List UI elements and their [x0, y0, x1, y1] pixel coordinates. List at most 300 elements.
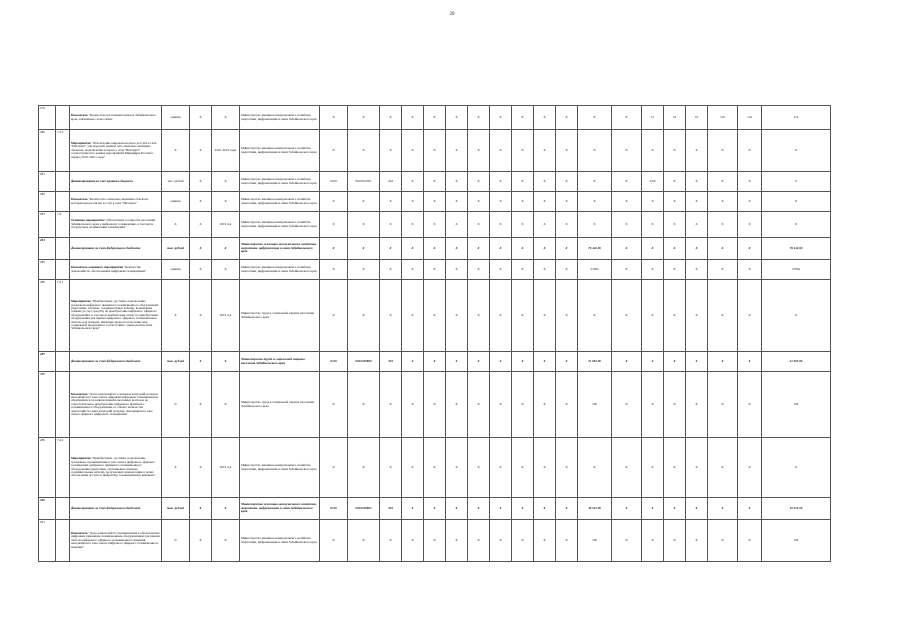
table-row — [39, 106, 831, 130]
value-cell: Х — [708, 520, 738, 562]
value-cell: Х — [402, 212, 424, 238]
page-number: 20 — [449, 12, 455, 17]
unit-cell: единиц — [162, 106, 190, 130]
value-cell: Х — [468, 372, 490, 438]
value-cell: Х — [424, 130, 446, 172]
value-cell: 0 — [762, 172, 831, 192]
value-cell: 76 442,00 — [762, 238, 831, 260]
value-cell: Х — [738, 352, 762, 372]
value-cell: Х — [320, 260, 348, 280]
period-start-cell: Х — [190, 372, 212, 438]
value-cell: Х — [402, 130, 424, 172]
unit-cell: тыс. рублей — [162, 498, 190, 520]
item-kind: Мероприятие — [71, 141, 91, 146]
item-description — [70, 498, 162, 520]
value-cell: Х — [664, 192, 686, 212]
item-kind: Показатель основного мероприятия — [71, 265, 124, 270]
value-cell: Х — [446, 212, 468, 238]
value-cell: Х — [490, 352, 512, 372]
value-cell: Х — [556, 498, 578, 520]
value-cell: Х — [512, 438, 534, 498]
value-cell: Х — [402, 438, 424, 498]
value-cell: Х — [446, 130, 468, 172]
row-number: 284 — [39, 238, 56, 260]
value-cell: Х — [534, 172, 556, 192]
value-cell: Х — [348, 372, 380, 438]
value-cell: Х — [490, 238, 512, 260]
table-row — [39, 212, 831, 238]
item-text: "Обеспечение широкополосного доступа к сети "Интернет" для передачи данных для социально значимых объектов, подключение которых к сети "Интернет" осуществляется в рамках мероприятий Минцифры России в период 2019–2021 годов" — [71, 141, 157, 159]
value-cell: 244 — [380, 172, 402, 192]
value-cell: Х — [402, 172, 424, 192]
value-cell: Х — [424, 172, 446, 192]
item-text: "Количество домохозяйств, обеспеченных цифровым телевидением" — [71, 265, 147, 273]
value-cell: Х — [686, 172, 708, 192]
value-cell: Х — [612, 192, 642, 212]
value-cell: Х — [380, 212, 402, 238]
value-cell: Х — [642, 238, 664, 260]
value-cell: Х — [556, 352, 578, 372]
row-number: 289 — [39, 438, 56, 498]
value-cell: Х — [402, 520, 424, 562]
value-cell: 0419 — [320, 498, 348, 520]
value-cell: Х — [320, 372, 348, 438]
item-kind: Основное мероприятие — [71, 218, 105, 223]
period-cell: Х — [212, 172, 240, 192]
value-cell: Х — [708, 130, 738, 172]
value-cell: Х — [380, 106, 402, 130]
value-cell: Х — [490, 280, 512, 352]
value-cell: 116 — [708, 106, 738, 130]
value-cell: Х — [556, 172, 578, 192]
value-cell: Х — [512, 238, 534, 260]
value-cell: Х — [320, 192, 348, 212]
value-cell: Х — [468, 106, 490, 130]
value-cell: Х — [686, 260, 708, 280]
value-cell: Х — [612, 172, 642, 192]
row-number: 291 — [39, 520, 56, 562]
value-cell: Х — [738, 438, 762, 498]
value-cell: Х — [490, 130, 512, 172]
value-cell: Х — [512, 520, 534, 562]
value-cell: Х — [686, 498, 708, 520]
value-cell: Х — [380, 130, 402, 172]
item-code — [56, 106, 70, 130]
value-cell: Х — [468, 438, 490, 498]
value-cell: Х — [686, 280, 708, 352]
value-cell: Х — [348, 438, 380, 498]
value-cell: Х — [512, 106, 534, 130]
item-description — [70, 352, 162, 372]
value-cell: 0419 — [320, 352, 348, 372]
value-cell: Х — [380, 192, 402, 212]
value-cell: Х — [612, 352, 642, 372]
period-cell: 2022–2023 годы — [212, 130, 240, 172]
item-description — [70, 438, 162, 498]
value-cell: Х — [468, 192, 490, 212]
value-cell: Х — [664, 438, 686, 498]
value-cell: Х — [320, 438, 348, 498]
value-cell: Х — [468, 130, 490, 172]
item-description — [70, 280, 162, 352]
ministry-cell: Министерство жилищно-коммунального хозяйства, энергетики, цифровизации и связи Забайкальского края — [240, 130, 320, 172]
value-cell: Х — [380, 438, 402, 498]
ministry-cell: Министерство жилищно-коммунального хозяйства, энергетики, цифровизации и связи Забайкальского края — [240, 106, 320, 130]
value-cell: Х — [424, 192, 446, 212]
table-row — [39, 130, 831, 172]
value-cell: 27004 — [762, 260, 831, 280]
value-cell: Х — [642, 260, 664, 280]
value-cell: Х — [446, 260, 468, 280]
item-code — [56, 260, 70, 280]
value-cell: Х — [738, 372, 762, 438]
value-cell: Х — [446, 172, 468, 192]
value-cell: Х — [578, 280, 612, 352]
value-cell: Х — [642, 372, 664, 438]
value-cell: 100 — [762, 520, 831, 562]
ministry-cell: Министерство жилищно-коммунального хозяйства, энергетики, цифровизации и связи Забайкальского края — [240, 212, 320, 238]
value-cell: Х — [664, 352, 686, 372]
item-text: "Количество социально значимых объектов, которым предоставлен доступ к сети "Интернет" — [71, 197, 149, 205]
value-cell: 0610450892 — [348, 498, 380, 520]
value-cell: Х — [534, 130, 556, 172]
value-cell: Х — [642, 212, 664, 238]
unit-cell: % — [162, 520, 190, 562]
table-row — [39, 172, 831, 192]
value-cell: Х — [738, 260, 762, 280]
value-cell: Х — [446, 438, 468, 498]
value-cell: 21 967,00 — [762, 352, 831, 372]
value-cell: Х — [686, 192, 708, 212]
value-cell: Х — [534, 238, 556, 260]
value-cell: Х — [446, 372, 468, 438]
value-cell: Х — [556, 372, 578, 438]
table-row — [39, 520, 831, 562]
value-cell: Х — [490, 106, 512, 130]
period-start-cell: Х — [190, 212, 212, 238]
value-cell: 0,00 — [642, 172, 664, 192]
value-cell: Х — [534, 212, 556, 238]
item-description — [70, 192, 162, 212]
item-text: "Доля домохозяйств отдельных категорий граждан, находящихся в зоне охвата эфирным цифровым телевидением и обратившихся за компенсацией понесенных расходов на самостоятельное приобретение цифрового приемного телевизионного оборудования, от общего количества домохозяйств таких категорий граждан, находящихся в зоне охвата эфирного цифрового телевидения" — [71, 391, 159, 416]
value-cell: Х — [512, 498, 534, 520]
table-row — [39, 498, 831, 520]
ministry-cell: Министерство жилищно-коммунального хозяйства, энергетики, цифровизации и связи Забайкальского края — [240, 192, 320, 212]
value-cell: Х — [556, 212, 578, 238]
value-cell: Х — [738, 280, 762, 352]
ministry-cell: Министерство жилищно-коммунального хозяйства, энергетики, цифровизации и связи Забайкальского края — [240, 172, 320, 192]
value-cell: Х — [708, 280, 738, 352]
value-cell: Х — [402, 192, 424, 212]
value-cell: Х — [762, 212, 831, 238]
value-cell: 27004 — [578, 260, 612, 280]
value-cell: 0610450890 — [348, 352, 380, 372]
item-description — [70, 106, 162, 130]
value-cell: 0419 — [320, 172, 348, 192]
unit-cell: единиц — [162, 192, 190, 212]
value-cell: Х — [380, 280, 402, 352]
period-cell: Х — [212, 106, 240, 130]
unit-cell: Х — [162, 280, 190, 352]
value-cell: Х — [708, 238, 738, 260]
row-number: 290 — [39, 498, 56, 520]
value-cell: Х — [612, 260, 642, 280]
value-cell: Х — [424, 352, 446, 372]
value-cell: Х — [512, 172, 534, 192]
value-cell: Х — [762, 438, 831, 498]
value-cell: Х — [642, 352, 664, 372]
value-cell: Х — [686, 520, 708, 562]
value-cell: Х — [556, 438, 578, 498]
value-cell: Х — [490, 372, 512, 438]
value-cell: Х — [490, 260, 512, 280]
value-cell: Х — [686, 372, 708, 438]
value-cell: Х — [556, 106, 578, 130]
value-cell: Х — [556, 520, 578, 562]
ministry-cell: Министерство труда и социальной защиты населения Забайкальского края — [240, 372, 320, 438]
item-code — [56, 520, 70, 562]
item-kind: Мероприятие — [71, 299, 91, 304]
value-cell: Х — [446, 352, 468, 372]
value-cell: Х — [578, 172, 612, 192]
value-cell: Х — [686, 130, 708, 172]
value-cell: Х — [424, 260, 446, 280]
item-description — [70, 172, 162, 192]
value-cell: Х — [348, 192, 380, 212]
table-row — [39, 192, 831, 212]
value-cell: Х — [534, 106, 556, 130]
value-cell: 100 — [578, 520, 612, 562]
value-cell: Х — [446, 238, 468, 260]
value-cell: Х — [612, 238, 642, 260]
value-cell: Х — [468, 260, 490, 280]
value-cell: Х — [468, 172, 490, 192]
period-cell: 2019 год — [212, 438, 240, 498]
value-cell: Х — [738, 212, 762, 238]
item-description — [70, 520, 162, 562]
value-cell: Х — [320, 238, 348, 260]
value-cell: Х — [612, 372, 642, 438]
period-start-cell: Х — [190, 106, 212, 130]
value-cell: Х — [402, 106, 424, 130]
value-cell: Х — [534, 352, 556, 372]
item-kind: финансирование за счет федерального бюджета — [71, 505, 141, 510]
unit-cell: тыс. рублей — [162, 352, 190, 372]
item-text: "Приобретение, доставка, подключение гражданам цифрового приемного телевизионного оборудования (приставки, антенны, соединительные кабели), возмещение семьям (за счет средств) на приобретение цифрового эфирного оборудования, в том числе компенсация затрат на приобретение оборудования для приема цифрового эфирного телевизионного сигнала для граждан, имеющих право на получение мер социальной поддержки в соответствии с законодательством Забайкальского края" — [71, 299, 159, 331]
value-cell: Х — [664, 498, 686, 520]
value-cell: Х — [490, 212, 512, 238]
item-text: "Доля домохозяйств, проживающих в обеспеченных цифровым приемным телевизионным оборудованием для приема сигнала цифрового эфирного телевизионного вещания, находящихся в зоне охвата цифрового эфирного телевизионного вещания" — [71, 531, 160, 549]
value-cell: Х — [424, 438, 446, 498]
item-code — [56, 192, 70, 212]
value-cell: Х — [738, 520, 762, 562]
unit-cell: % — [162, 372, 190, 438]
item-kind: Показатель — [71, 197, 88, 202]
item-description — [70, 260, 162, 280]
value-cell: 21 967,00 — [578, 352, 612, 372]
value-cell: Х — [468, 280, 490, 352]
value-cell: Х — [556, 130, 578, 172]
value-cell: Х — [578, 192, 612, 212]
row-number: 288 — [39, 372, 56, 438]
value-cell: Х — [708, 260, 738, 280]
value-cell: Х — [424, 372, 446, 438]
value-cell: Х — [468, 520, 490, 562]
unit-cell: тыс. рублей — [162, 172, 190, 192]
value-cell: Х — [686, 212, 708, 238]
unit-cell: Х — [162, 212, 190, 238]
row-number: 279 — [39, 106, 56, 130]
value-cell: Х — [446, 106, 468, 130]
value-cell: Х — [424, 498, 446, 520]
ministry-cell: Министерство труда и социальной защиты населения Забайкальского края — [240, 280, 320, 352]
value-cell: Х — [664, 372, 686, 438]
ministry-cell: Министерство жилищно-коммунального хозяйства, энергетики, цифровизации и связи Забайкальского края — [240, 498, 320, 520]
value-cell: Х — [402, 280, 424, 352]
value-cell: Х — [686, 352, 708, 372]
ministry-cell: Министерство жилищно-коммунального хозяйства, энергетики, цифровизации и связи Забайкальского края — [240, 260, 320, 280]
value-cell: 76 442,00 — [578, 238, 612, 260]
period-cell: Х — [212, 498, 240, 520]
row-number: 281 — [39, 172, 56, 192]
period-start-cell: Х — [190, 172, 212, 192]
table-row — [39, 260, 831, 280]
value-cell: 323 — [380, 352, 402, 372]
table-row — [39, 238, 831, 260]
value-cell: Х — [348, 280, 380, 352]
value-cell: Х — [512, 372, 534, 438]
value-cell: Х — [490, 192, 512, 212]
value-cell: Х — [348, 212, 380, 238]
item-text: "Приобретение, доставка, подключение гражданам, проживающим в зоне охвата цифрового эфирного телевидения, цифрового приемного телевизионного оборудования (приставки, спутниковые антенны, соединительные кабели), получающих компенсацию в целях обеспечения доступа к цифровому телевизионному вещанию" — [71, 456, 156, 478]
period-start-cell: Х — [190, 280, 212, 352]
row-number: 287 — [39, 352, 56, 372]
period-cell: 2019 год — [212, 280, 240, 352]
value-cell: Х — [348, 130, 380, 172]
value-cell: Х — [320, 212, 348, 238]
table-row — [39, 352, 831, 372]
value-cell: Х — [534, 438, 556, 498]
ministry-cell: Министерство труда и социальной защиты населения Забайкальского края — [240, 352, 320, 372]
value-cell: Х — [612, 212, 642, 238]
value-cell: Х — [320, 280, 348, 352]
row-number: 283 — [39, 212, 56, 238]
period-start-cell: Х — [190, 130, 212, 172]
period-cell: Х — [212, 372, 240, 438]
value-cell: Х — [708, 212, 738, 238]
item-code: 7.4.1 — [56, 280, 70, 352]
value-cell: Х — [556, 280, 578, 352]
value-cell: Х — [738, 498, 762, 520]
item-code — [56, 352, 70, 372]
value-cell: Х — [348, 260, 380, 280]
value-cell: Х — [578, 130, 612, 172]
value-cell: 0610104701 — [348, 172, 380, 192]
item-kind: Показатель — [71, 391, 88, 396]
value-cell: Х — [642, 438, 664, 498]
value-cell: Х — [468, 238, 490, 260]
period-start-cell: Х — [190, 260, 212, 280]
value-cell: Х — [556, 238, 578, 260]
value-cell: Х — [512, 192, 534, 212]
value-cell: 323 — [380, 498, 402, 520]
value-cell: Х — [402, 372, 424, 438]
value-cell: Х — [380, 260, 402, 280]
unit-cell: единиц — [162, 260, 190, 280]
value-cell: Х — [320, 130, 348, 172]
value-cell: Х — [424, 106, 446, 130]
value-cell: Х — [642, 520, 664, 562]
value-cell: Х — [686, 438, 708, 498]
value-cell: Х — [612, 130, 642, 172]
period-start-cell: Х — [190, 192, 212, 212]
value-cell: Х — [664, 172, 686, 192]
value-cell: Х — [556, 192, 578, 212]
ministry-cell: Министерство жилищно-коммунального хозяйства, энергетики, цифровизации и связи Забайкальского края — [240, 238, 320, 260]
value-cell: 116 — [738, 106, 762, 130]
value-cell: Х — [708, 192, 738, 212]
value-cell: Х — [512, 352, 534, 372]
period-start-cell: Х — [190, 498, 212, 520]
item-text: "Обеспечение готовности населения Забайкальского края к цифровому телевидению, в том числе посредством оптимизации телевидения" — [71, 218, 155, 230]
row-number: 286 — [39, 280, 56, 352]
value-cell: Х — [534, 280, 556, 352]
value-cell: Х — [446, 192, 468, 212]
value-cell: Х — [686, 238, 708, 260]
value-cell: Х — [708, 352, 738, 372]
value-cell: Х — [446, 498, 468, 520]
item-kind: Показатель — [71, 531, 88, 536]
value-cell: Х — [468, 498, 490, 520]
value-cell: Х — [446, 280, 468, 352]
value-cell: Х — [664, 212, 686, 238]
value-cell: Х — [380, 238, 402, 260]
value-cell: 16 — [664, 106, 686, 130]
period-cell: Х — [212, 352, 240, 372]
value-cell: Х — [762, 192, 831, 212]
period-cell: Х — [212, 520, 240, 562]
row-number: 280 — [39, 130, 56, 172]
value-cell: Х — [380, 372, 402, 438]
value-cell: Х — [612, 520, 642, 562]
value-cell: Х — [320, 520, 348, 562]
value-cell: Х — [642, 280, 664, 352]
value-cell: Х — [664, 280, 686, 352]
value-cell: 15 — [642, 106, 664, 130]
value-cell: Х — [556, 260, 578, 280]
unit-cell: тыс. рублей — [162, 238, 190, 260]
value-cell: Х — [402, 352, 424, 372]
value-cell: Х — [738, 238, 762, 260]
ministry-cell: Министерство жилищно-коммунального хозяйства, энергетики, цифровизации и связи Забайкальского края — [240, 520, 320, 562]
value-cell: Х — [708, 172, 738, 192]
value-cell: Х — [424, 520, 446, 562]
value-cell: Х — [664, 238, 686, 260]
program-table — [38, 105, 831, 562]
value-cell: Х — [424, 212, 446, 238]
period-start-cell: Х — [190, 520, 212, 562]
value-cell: Х — [348, 238, 380, 260]
item-kind: финансирование за счет федерального бюджета — [71, 358, 141, 363]
value-cell: Х — [708, 498, 738, 520]
value-cell: Х — [402, 498, 424, 520]
value-cell: Х — [534, 520, 556, 562]
value-cell: Х — [738, 192, 762, 212]
value-cell: 116 — [762, 106, 831, 130]
value-cell: Х — [424, 238, 446, 260]
value-cell: Х — [642, 130, 664, 172]
value-cell: 16 — [686, 106, 708, 130]
